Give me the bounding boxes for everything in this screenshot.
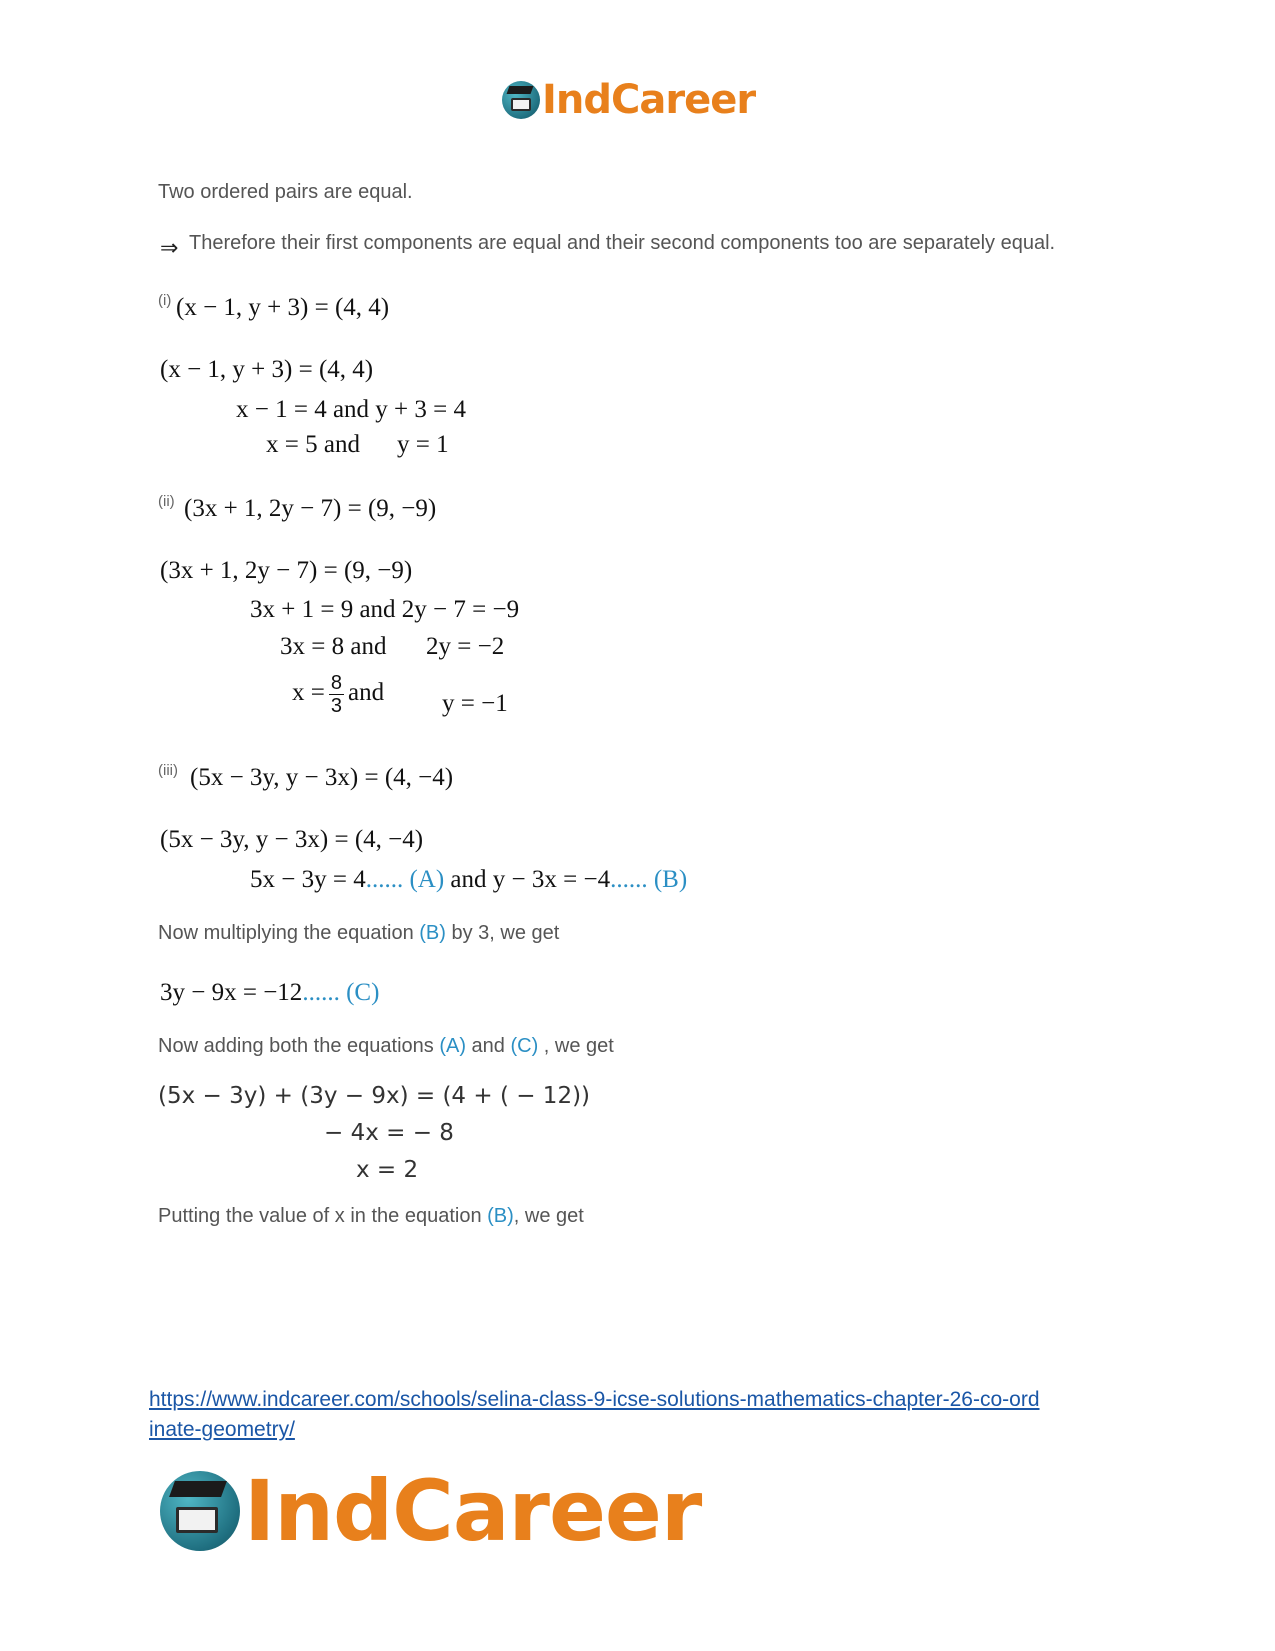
sum-step-3: x = 2 xyxy=(356,1157,419,1183)
equation-a: 5x − 3y = 4 xyxy=(250,866,366,893)
part-iii-label: (iii) xyxy=(158,762,178,779)
add-ref-a: (A) xyxy=(439,1035,466,1057)
footer-logo-text: IndCareer xyxy=(244,1462,702,1560)
graduation-cap-logo-icon xyxy=(502,81,540,119)
add-ref-c: (C) xyxy=(510,1035,539,1057)
part-ii-question: (3x + 1, 2y − 7) = (9, −9) xyxy=(184,495,437,522)
part-ii-step-4-prefix: x = xyxy=(292,679,325,707)
equation-c-ref: (C) xyxy=(346,979,380,1006)
substitute-instruction xyxy=(158,1205,584,1228)
source-url-line-2[interactable]: inate-geometry/ xyxy=(149,1418,295,1441)
part-ii-step-4-and: and xyxy=(347,679,385,707)
part-ii-step-2: 3x + 1 = 9 and 2y − 7 = −9 xyxy=(250,596,520,623)
implies-icon: ⇒ xyxy=(160,236,179,261)
source-url-link[interactable] xyxy=(149,1385,1129,1445)
equation-and: and xyxy=(444,866,493,893)
equation-b-ref: (B) xyxy=(653,866,688,893)
equation-a-dots: ...... xyxy=(365,866,404,893)
add-text-mid: and xyxy=(466,1035,511,1057)
equation-c: 3y − 9x = −12 xyxy=(160,979,303,1006)
part-iii-question: (5x − 3y, y − 3x) = (4, −4) xyxy=(190,764,454,791)
header-logo-text: IndCareer xyxy=(542,77,756,123)
fraction-eight-thirds xyxy=(329,672,344,717)
equation-b-dots: ...... xyxy=(610,866,648,893)
part-i-step-2: x − 1 = 4 and y + 3 = 4 xyxy=(236,396,466,423)
fraction-denominator: 3 xyxy=(330,695,342,717)
substitute-text-post: , we get xyxy=(513,1205,584,1227)
sum-step-2: − 4x = − 8 xyxy=(324,1120,454,1146)
part-i-step-1: (x − 1, y + 3) = (4, 4) xyxy=(160,356,374,383)
sum-step-1: (5x − 3y) + (3y − 9x) = (4 + ( − 12)) xyxy=(158,1083,591,1109)
part-i-step-3-left: x = 5 and xyxy=(266,431,360,458)
equation-c-line xyxy=(160,979,379,1007)
equation-b: y − 3x = −4 xyxy=(492,866,611,893)
add-text-post: , we get xyxy=(538,1035,614,1057)
part-ii-step-4-right: y = −1 xyxy=(442,690,508,717)
intro-line-2: Therefore their first components are equal and their second components too are separately equal. xyxy=(189,232,1056,254)
part-iii-step-2 xyxy=(250,866,687,894)
add-text-pre: Now adding both the equations xyxy=(158,1035,440,1057)
substitute-text-pre: Putting the value of x in the equation xyxy=(158,1205,488,1227)
part-ii-step-3-right: 2y = −2 xyxy=(426,633,505,660)
part-i-question: (x − 1, y + 3) = (4, 4) xyxy=(176,294,390,321)
substitute-ref-b: (B) xyxy=(487,1205,514,1227)
part-i-label: (i) xyxy=(158,292,172,309)
fraction-numerator: 8 xyxy=(330,672,342,694)
part-ii-step-4 xyxy=(292,672,384,717)
equation-a-ref: (A) xyxy=(409,866,445,893)
part-ii-label: (ii) xyxy=(158,493,175,510)
source-url-line-1[interactable]: https://www.indcareer.com/schools/selina-class-9-icse-solutions-mathematics-chapter-26-co-ord xyxy=(149,1388,1040,1411)
add-instruction xyxy=(158,1035,614,1058)
multiply-text-pre: Now multiplying the equation xyxy=(158,922,420,944)
part-iii-step-1: (5x − 3y, y − 3x) = (4, −4) xyxy=(160,826,424,853)
part-ii-step-1: (3x + 1, 2y − 7) = (9, −9) xyxy=(160,557,413,584)
equation-c-dots: ...... xyxy=(302,979,340,1006)
intro-line-1: Two ordered pairs are equal. xyxy=(158,181,413,203)
multiply-text-post: by 3, we get xyxy=(445,922,560,944)
footer-logo xyxy=(160,1462,702,1560)
graduation-cap-logo-icon xyxy=(160,1471,240,1551)
header-logo xyxy=(502,78,755,122)
multiply-ref-b: (B) xyxy=(419,922,446,944)
part-i-step-3-right: y = 1 xyxy=(397,431,449,458)
part-ii-step-3-left: 3x = 8 and xyxy=(280,633,387,660)
multiply-instruction xyxy=(158,922,559,945)
